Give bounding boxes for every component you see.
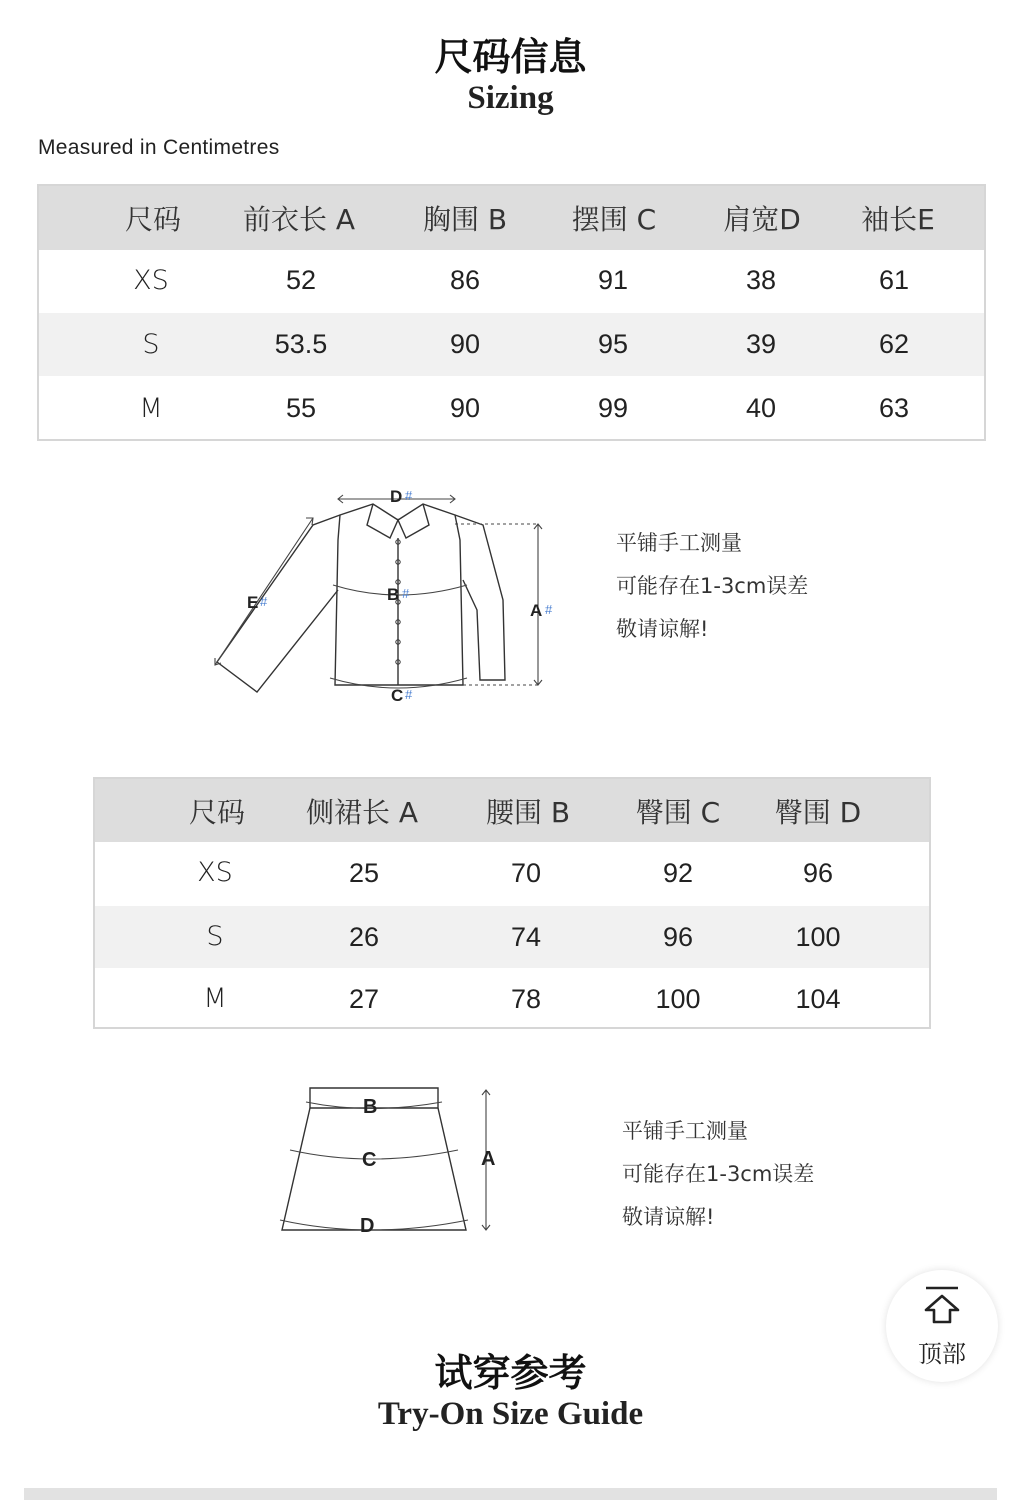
- value-cell: 61: [878, 265, 910, 295]
- table-row: [39, 249, 984, 312]
- value-cell: 26: [348, 922, 380, 952]
- table-row: [95, 968, 929, 1030]
- home-up-icon: [922, 1284, 962, 1330]
- value-cell: 53.5: [274, 329, 328, 359]
- note-line: 平铺手工测量: [622, 1119, 748, 1143]
- value-cell: 90: [449, 329, 481, 359]
- header-cell: 腰围 B: [485, 796, 571, 829]
- page-title-en: Sizing: [467, 80, 554, 116]
- skirt-note: [622, 1110, 814, 1239]
- shirt-label-b: B: [387, 585, 400, 604]
- size-cell: M: [139, 393, 163, 424]
- value-cell: 99: [597, 393, 629, 423]
- header-cell: 尺码: [124, 203, 181, 236]
- hash-mark: #: [405, 488, 413, 503]
- skirt-label-b: B: [363, 1096, 378, 1118]
- value-cell: 90: [449, 393, 481, 423]
- skirt-label-a: A: [481, 1148, 496, 1170]
- shirt-diagram: [205, 480, 575, 710]
- note-line: 可能存在1-3cm误差: [616, 574, 809, 598]
- note-line: 平铺手工测量: [616, 531, 742, 555]
- header-cell: 袖长E: [861, 203, 935, 236]
- note-line: 敬请谅解!: [616, 617, 709, 641]
- value-cell: 100: [795, 922, 841, 952]
- value-cell: 70: [510, 858, 542, 888]
- table-header: [95, 779, 929, 842]
- value-cell: 74: [510, 922, 542, 952]
- value-cell: 38: [745, 265, 777, 295]
- size-cell: XS: [197, 857, 233, 888]
- size-cell: M: [203, 983, 227, 1014]
- back-to-top-label: 顶部: [918, 1340, 966, 1368]
- tryon-title-cn: 试穿参考: [434, 1350, 587, 1395]
- note-line: 敬请谅解!: [622, 1205, 715, 1229]
- value-cell: 62: [878, 329, 910, 359]
- header-cell: 前衣长 A: [242, 203, 356, 236]
- unit-note: Measured in Centimetres: [38, 136, 280, 159]
- note-line: 可能存在1-3cm误差: [622, 1162, 815, 1186]
- table-row: [95, 906, 929, 968]
- hash-mark: #: [402, 586, 410, 601]
- value-cell: 25: [348, 858, 380, 888]
- table-row: [39, 313, 984, 376]
- size-cell: S: [206, 921, 224, 952]
- shirt-label-e: E: [247, 593, 259, 612]
- header-cell: 摆围 C: [571, 203, 657, 236]
- value-cell: 92: [662, 858, 694, 888]
- skirt-label-c: C: [362, 1149, 377, 1171]
- value-cell: 55: [285, 393, 317, 423]
- table-header: [39, 186, 984, 250]
- value-cell: 27: [348, 984, 380, 1014]
- shirt-note: [616, 522, 808, 651]
- hash-mark: #: [545, 602, 553, 617]
- table-row: [39, 377, 984, 440]
- next-section-bar: [24, 1488, 997, 1500]
- skirt-label-d: D: [360, 1215, 375, 1237]
- value-cell: 104: [795, 984, 841, 1014]
- value-cell: 100: [655, 984, 701, 1014]
- value-cell: 40: [745, 393, 777, 423]
- shirt-label-d: D: [390, 487, 403, 506]
- size-cell: S: [142, 329, 160, 360]
- header-cell: 肩宽D: [723, 203, 801, 236]
- skirt-diagram: [270, 1080, 510, 1240]
- header-cell: 尺码: [188, 796, 245, 829]
- header-cell: 臀围 C: [635, 796, 721, 829]
- page-title-cn: 尺码信息: [434, 34, 587, 79]
- header-cell: 侧裙长 A: [305, 796, 419, 829]
- hash-mark: #: [260, 594, 268, 609]
- header-cell: 臀围 D: [774, 796, 862, 829]
- value-cell: 78: [510, 984, 542, 1014]
- value-cell: 39: [745, 329, 777, 359]
- value-cell: 96: [662, 922, 694, 952]
- value-cell: 63: [878, 393, 910, 423]
- table-row: [95, 842, 929, 904]
- header-cell: 胸围 B: [422, 203, 508, 236]
- shirt-label-c: C: [391, 686, 404, 705]
- value-cell: 52: [285, 265, 317, 295]
- tryon-title-en: Try-On Size Guide: [377, 1396, 644, 1432]
- hash-mark: #: [405, 687, 413, 702]
- value-cell: 95: [597, 329, 629, 359]
- value-cell: 86: [449, 265, 481, 295]
- shirt-label-a: A: [530, 601, 543, 620]
- value-cell: 96: [802, 858, 834, 888]
- value-cell: 91: [597, 265, 629, 295]
- size-cell: XS: [133, 265, 169, 296]
